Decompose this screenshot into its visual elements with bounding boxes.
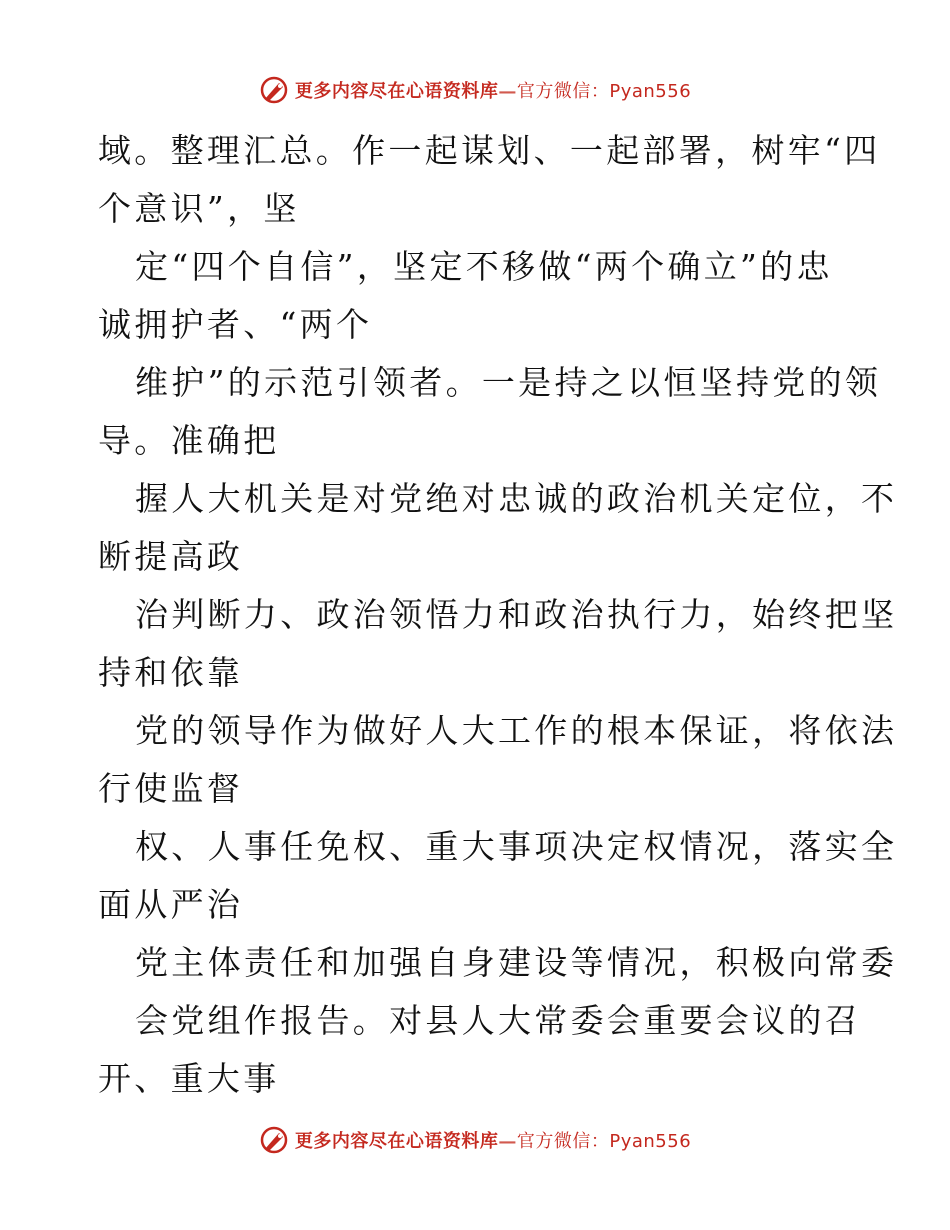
- text-line: 维护”的示范引领者。一是持之以恒坚持党的领: [135, 363, 882, 402]
- text-line: 导。准确把: [98, 421, 280, 460]
- text-line: 定“四个自信”，坚定不移做“两个确立”的忠: [135, 247, 833, 286]
- pen-nib-logo-icon: [259, 75, 289, 105]
- watermark-wechat-id: Pyan556: [609, 81, 692, 102]
- watermark-main: 更多内容尽在心语资料库: [294, 1131, 499, 1152]
- text-line: 党的领导作为做好人大工作的根本保证，将依法: [135, 711, 898, 750]
- watermark-footer: [0, 1120, 950, 1160]
- pen-nib-logo-icon: [259, 1125, 289, 1155]
- watermark-text: [295, 77, 691, 103]
- watermark-wechat-id: Pyan556: [609, 1131, 692, 1152]
- text-line: 面从严治: [98, 885, 244, 924]
- watermark-dash: —: [498, 1131, 517, 1152]
- text-line: 党主体责任和加强自身建设等情况，积极向常委: [135, 943, 898, 982]
- text-line: 会党组作报告。对县人大常委会重要会议的召: [135, 1001, 861, 1040]
- text-line: 握人大机关是对党绝对忠诚的政治机关定位，不: [135, 479, 898, 518]
- text-line: 域。整理汇总。作一起谋划、一起部署，树牢“四: [98, 131, 881, 170]
- watermark-wechat-label: 官方微信：: [516, 81, 610, 102]
- watermark-wechat-label: 官方微信：: [516, 1131, 610, 1152]
- text-line: 断提高政: [98, 537, 244, 576]
- text-line: 治判断力、政治领悟力和政治执行力，始终把坚: [135, 595, 898, 634]
- text-line: 诚拥护者、“两个: [98, 305, 373, 344]
- text-line: 开、重大事: [98, 1059, 280, 1098]
- text-line: 权、人事任免权、重大事项决定权情况，落实全: [135, 827, 898, 866]
- text-line: 行使监督: [98, 769, 244, 808]
- document-body: [98, 122, 898, 1108]
- watermark-main: 更多内容尽在心语资料库: [294, 81, 499, 102]
- watermark-header: [0, 70, 950, 110]
- watermark-text: [295, 1127, 691, 1153]
- text-line: 持和依靠: [98, 653, 244, 692]
- text-line: 个意识”，坚: [98, 189, 300, 228]
- watermark-dash: —: [498, 81, 517, 102]
